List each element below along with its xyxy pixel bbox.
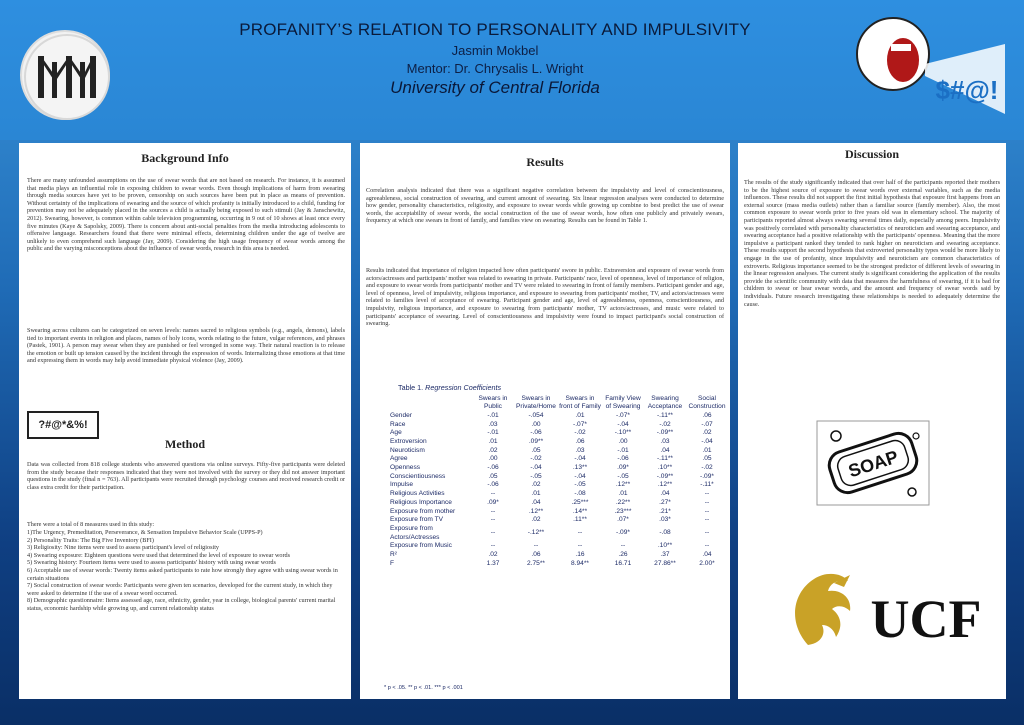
table-row-label: R² — [390, 551, 397, 559]
table-row — [388, 508, 728, 517]
mm-logo-graphic — [22, 32, 112, 122]
measure-item: 7) Social construction of swear words: Participants were given ten scenarios, developed for the current study, in which they were asked to determine if the use of a swear word occurred. — [27, 582, 333, 597]
table-header-cell: Swearing Acceptance — [647, 395, 683, 411]
results-paragraph-1: Correlation analysis indicated that there was a significant negative correlation between the impulsivity and level of conscientiousness, agreeableness, social construction of swearing, and current amount of swearing. Six linear regression analyses were conducted to determine how gender, personality characteristics, religiosity, and exposure to swear words while growing up combine to best predict the use of swear words, the acceptability of swear words, the social construction of the use of swear words, how often one publicly and privately swears, frequency at which one swears in front of family, and families view on swearing. Results can be found in Table 1. — [366, 187, 724, 225]
measure-item: 5) Swearing history: Fourteen items were used to assess participants' history with using swear words — [27, 559, 276, 567]
table-row — [388, 560, 728, 569]
table-cell: .37 — [660, 551, 670, 559]
table-row — [388, 421, 728, 430]
results-paragraph-2: Results indicated that importance of religion impacted how often participants' swore in public. Extraversion and exposure of swear words from actors/actresses and participants' mother was related to swearing in private. Participants' race, level of openness, level of importance of religion, and exposure to swear words from participants' mother and TV were related to swearing in front of family members. Participant gender and age, level of openness, level of impulsivity, religious importance, and exposure to swearing from participants' mother, TV, and actors/actresses were related to families level of acceptance of swearing. Participant gender and age, level of agreeableness, openness, conscientiousness, and impulsivity, religious importance, and exposure to swearing from participants' mother, TV actors/actresses, and music were related to participants' acceptance of swearing. Level of conscientiousness and impulsivity were found to impact participant's social construction of swearing. — [366, 267, 724, 328]
table-cell: -.06 — [487, 481, 499, 489]
table-cell: .03 — [575, 446, 585, 454]
table-cell: -- — [490, 529, 496, 537]
table-cell: -.01 — [617, 446, 629, 454]
table-cell: -.02 — [659, 420, 671, 428]
table-cell: .22** — [615, 498, 631, 506]
table-cell: 2.00* — [699, 559, 715, 567]
author-name: Jasmin Mokbel — [451, 43, 539, 58]
table-cell: .01 — [488, 437, 498, 445]
table-cell: .03 — [660, 437, 670, 445]
table-cell: .02 — [488, 551, 498, 559]
table-caption-title: Regression Coefficients — [425, 383, 502, 392]
swear-symbols-text: $#@! — [935, 75, 999, 105]
table-row — [388, 412, 728, 421]
table-row — [388, 455, 728, 464]
title-block — [200, 20, 790, 98]
table-cell: -.07* — [573, 420, 587, 428]
swear-symbols-box: ?#@*&%! — [27, 411, 99, 439]
background-paragraph-1: There are many unfounded assumptions on the use of swear words that are not based on research. For instance, it is assumed that media plays an influential role in exposing children to swear words. Even though implications of harm from swearing through media sources have yet to be proven, censorship on such sources have been put in place as means of prevention. Without certainty of the implications of swearing and the source of which profanity is initially introduced to a child, funding for prevention may not be adequately placed in the sources a child is actually being exposed to such stimuli (Jay & Janschewitz, 2012). Swearing, however, is common within cable television programming, occurring in 9 out of 10 shows at least once every five minutes (Kaye & Sapolsky, 2009). There is concern about anti-social penalties from the media introducing adolescents to offensive language. Researchers found that there were minimal effects, determining children under the age of twelve are unlikely to even comprehend such language (Jay, 2009). Considering the high usage frequency of swear words among the public and the varying misconceptions about the influence of swear words, research in this area is needed. — [27, 177, 345, 253]
table-cell: 8.94** — [571, 559, 589, 567]
table-cell: -- — [704, 498, 710, 506]
table-cell: .02 — [531, 481, 541, 489]
table-cell: -.07 — [701, 420, 713, 428]
table-cell: -.06 — [617, 455, 629, 463]
table-row — [388, 499, 728, 508]
soap-illustration — [816, 420, 930, 506]
table-cell: .06 — [531, 551, 541, 559]
table-cell: -.09* — [616, 529, 630, 537]
table-body — [388, 412, 728, 569]
table-header-cell: Swears in Private/Home — [516, 395, 556, 411]
table-cell: -.02 — [530, 455, 542, 463]
table-cell: -.12** — [527, 529, 545, 537]
table-cell: -.11* — [700, 481, 714, 489]
table-cell: .01 — [531, 490, 541, 498]
table-cell: -.04 — [617, 420, 629, 428]
table-cell: .12** — [615, 481, 631, 489]
table-row-label: Conscientiousness — [390, 472, 446, 480]
table-cell: -.10** — [614, 429, 632, 437]
table-cell: -.11** — [656, 455, 673, 463]
table-row-label: F — [390, 559, 395, 567]
table-header-cell: Social Construction — [688, 395, 726, 411]
table-cell: .09* — [487, 498, 499, 506]
table-row-label: Exposure from Music — [390, 542, 452, 550]
measure-item: 4) Swearing exposure: Eighteen questions were used that determined the level of exposure to swear words — [27, 551, 291, 559]
table-cell: .02 — [531, 516, 541, 524]
measures-intro: There were a total of 8 measures used in this study: — [27, 521, 155, 528]
table-cell: .04 — [660, 490, 670, 498]
measure-item: 8) Demographic questionnaire: Items assessed age, race, ethnicity, gender, year in college, biological parents' current marital status, economic hardship while growing up, and current relationship status — [27, 597, 336, 612]
discussion-heading: Discussion — [844, 147, 900, 161]
table-cell: -.04 — [530, 464, 542, 472]
measures-list — [27, 529, 345, 613]
middle-column-panel — [360, 143, 730, 699]
table-cell: .04 — [660, 446, 670, 454]
table-cell: .02 — [702, 429, 712, 437]
table-row — [388, 516, 728, 525]
measure-item: 3) Religiosity: Nine items were used to assess participant's level of religiosity — [27, 544, 220, 552]
table-cell: .06 — [575, 437, 585, 445]
table-row-label: Race — [390, 420, 406, 428]
swearing-face-graphic — [855, 4, 1015, 132]
table-cell: -- — [533, 542, 539, 550]
table-row-label: Agree — [390, 455, 408, 463]
ucf-logo-graphic — [778, 563, 992, 659]
table-header-cell: Swears in Public — [478, 395, 508, 411]
table-cell: .10** — [657, 542, 673, 550]
table-cell: -- — [490, 490, 496, 498]
table-cell: -- — [490, 542, 496, 550]
measure-item: 1)The Urgency, Premeditation, Perseverance, & Sensation Impulsive Behavior Scale (UPPS-P) — [27, 529, 263, 536]
table-cell: .27* — [659, 498, 671, 506]
table-cell: -- — [490, 507, 496, 515]
table-row — [388, 438, 728, 447]
table-cell: .05 — [702, 455, 712, 463]
table-header-row — [388, 395, 728, 412]
table-row-label: Impulse — [390, 481, 414, 489]
table-row — [388, 447, 728, 456]
table-cell: -.01 — [487, 429, 499, 437]
table-header-cell: Swears in front of Family — [559, 395, 601, 411]
table-cell: .05 — [531, 446, 541, 454]
table-cell: .04 — [531, 498, 541, 506]
table-cell: .00 — [531, 420, 541, 428]
table-cell: -- — [704, 490, 710, 498]
table-row-label: Religious Importance — [390, 498, 452, 506]
table-row-label: Gender — [390, 411, 412, 419]
discussion-paragraph: The results of the study significantly indicated that over half of the participants reported their mothers to be the highest source of exposure to swear words over external variables, such as the media influences. These results did not support the first initial hypothesis that exposure first happens from an external source (mass media outlets) rather than a familiar source (family member). Also, the most common exposure to swear words prior to five years old was in elementary school. The majority of participants reported almost always swearing several times daily, especially among peers. Impulsivity was positively correlated with personality characteristics of neuroticism and swearing acceptance, and swearing acceptance had a positive relationship with the participants' openness. Meaning that the more impulsive a participant ranked they tended to rank higher on neuroticism and swearing acceptance. These results support the second hypothesis that extroverted personality types would be more likely to engage in the use of profanity, since impulsivity and neuroticism are common characteristics of extroverts. Religious importance seemed to be the strongest predictor of different levels of swearing in the linear regression analyses. The current study is significant considering the application of the results provide the scientific community with data that measures the harmfulness of swearing, if it is bad for children to swear or hear swear words, and the amount and frequency of swear words said by individuals. Future research investigating these relationships is needed to adequately determine the cause. — [744, 179, 1000, 308]
table-cell: -.02 — [701, 464, 713, 472]
table-caption-prefix: Table 1. — [398, 383, 426, 392]
table-row — [388, 525, 728, 542]
table-cell: -.05 — [617, 472, 629, 480]
table-row-label: Exposure from mother — [390, 507, 456, 515]
table-cell: -.06 — [487, 464, 499, 472]
table-cell: .09* — [617, 464, 629, 472]
table-row — [388, 464, 728, 473]
table-cell: -.02 — [574, 429, 586, 437]
table-row — [388, 551, 728, 560]
results-heading: Results — [526, 155, 564, 169]
table-cell: .02 — [488, 446, 498, 454]
ucf-logo — [778, 563, 992, 659]
background-heading: Background Info — [141, 151, 229, 165]
table-cell: .12** — [528, 507, 544, 515]
table-cell: .10** — [657, 464, 673, 472]
table-row-label: Extroversion — [390, 437, 427, 445]
right-column-panel — [738, 143, 1006, 699]
mm-logo — [20, 30, 110, 120]
table-row — [388, 542, 728, 551]
table-cell: -.04 — [574, 472, 586, 480]
table-cell: .23*** — [614, 507, 632, 515]
table-cell: -.09** — [656, 472, 674, 480]
table-row — [388, 481, 728, 490]
table-cell: .12** — [657, 481, 673, 489]
method-heading: Method — [165, 437, 205, 451]
table-cell: 27.86** — [654, 559, 676, 567]
table-cell: .16 — [575, 551, 585, 559]
mentor-name: Mentor: Dr. Chrysalis L. Wright — [406, 61, 584, 76]
table-cell: -.09* — [700, 472, 714, 480]
table-cell: .04 — [702, 551, 712, 559]
table-cell: 1.37 — [486, 559, 500, 567]
table-cell: .01 — [618, 490, 628, 498]
table-cell: -.06 — [530, 429, 542, 437]
table-cell: .09** — [528, 437, 544, 445]
table-cell: -.05 — [574, 481, 586, 489]
table-cell: .01 — [702, 446, 712, 454]
soap-text: SOAP — [845, 446, 901, 482]
swearing-face-illustration — [855, 4, 1015, 132]
table-caption — [398, 383, 501, 392]
table-cell: .00 — [488, 455, 498, 463]
table-cell: -.09** — [656, 429, 674, 437]
table-header-blank — [388, 395, 472, 412]
table-row — [388, 429, 728, 438]
university-name: University of Central Florida — [390, 78, 600, 97]
table-cell: -- — [704, 507, 710, 515]
table-cell: -.08 — [659, 529, 671, 537]
table-cell: -.08 — [574, 490, 586, 498]
table-cell: -- — [577, 529, 583, 537]
background-paragraph-2: Swearing across cultures can be categorized on seven levels: names sacred to religious symbols (e.g., angels, demons), labels tied to important events in religion and places, names of holy icons, words relating to the future, vulgar references, and phrases (Pastek, 1901). A person may swear when they are punished or feel wronged in some way. Their natural reaction is to release the emotion or built up tension caused by the incident through the expression of words. Internalizing those emotions at that time and expressing them in words may help avoid immediate physical violence (Jay, 2009). — [27, 327, 345, 365]
table-cell: .14** — [572, 507, 588, 515]
table-row-label: Exposure from TV — [390, 516, 444, 524]
table-cell: -.054 — [528, 411, 544, 419]
table-cell: .00 — [618, 437, 628, 445]
left-column-panel — [19, 143, 351, 699]
table-cell: -- — [704, 529, 710, 537]
table-cell: .11** — [573, 516, 587, 524]
regression-table — [388, 395, 728, 568]
table-row-label: Exposure from Actors/Actresses — [390, 524, 440, 541]
measure-item: 2) Personality Traits: The Big Five Inventory (BFI) — [27, 536, 154, 544]
ucf-text: UCF — [870, 589, 982, 649]
table-row-label: Age — [390, 429, 402, 437]
table-row-label: Neuroticism — [390, 446, 425, 454]
table-cell: -- — [704, 542, 710, 550]
measure-item: 6) Acceptable use of swear words: Twenty items asked participants to rate how strongly they agree with using swear words in certain situations — [27, 566, 338, 582]
poster-title: PROFANITY’S RELATION TO PERSONALITY AND IMPULSIVITY — [239, 20, 751, 39]
table-cell: .05 — [488, 472, 498, 480]
table-cell: -.07* — [616, 411, 630, 419]
table-cell: .01 — [575, 411, 585, 419]
table-row — [388, 490, 728, 499]
table-cell: .13** — [572, 464, 588, 472]
table-cell: .03* — [659, 516, 671, 524]
table-cell: -- — [620, 542, 626, 550]
table-cell: .03 — [488, 420, 498, 428]
table-cell: -- — [490, 516, 496, 524]
table-row-label: Openness — [390, 464, 421, 472]
table-cell: -- — [577, 542, 583, 550]
table-cell: .26 — [618, 551, 628, 559]
table-cell: .25*** — [571, 498, 589, 506]
table-cell: -.01 — [487, 411, 499, 419]
table-cell: .06 — [702, 411, 712, 419]
method-paragraph-1: Data was collected from 818 college students who answered questions via online surveys. Fifty-five participants were deleted from the study because their responses indicated that they were not involved with the survey or they did not answer important questions in the study (final n = 763). All participants were recruited through psychology courses and received research credit or class extra credit for their participation. — [27, 461, 345, 491]
table-cell: 2.75** — [527, 559, 545, 567]
table-cell: 16.71 — [614, 559, 632, 567]
table-cell: .07* — [617, 516, 629, 524]
table-cell: -.05 — [530, 472, 542, 480]
table-cell: -.11** — [656, 411, 673, 419]
table-cell: .21* — [659, 507, 671, 515]
table-header-cell: Family View of Swearing — [605, 395, 641, 411]
table-footnote: * p < .05. ** p < .01. *** p < .001 — [384, 685, 463, 691]
table-row — [388, 473, 728, 482]
table-row-label: Religious Activities — [390, 490, 445, 498]
table-cell: -- — [704, 516, 710, 524]
table-cell: -.04 — [574, 455, 586, 463]
soap-graphic — [816, 420, 930, 506]
table-cell: -.04 — [701, 437, 713, 445]
